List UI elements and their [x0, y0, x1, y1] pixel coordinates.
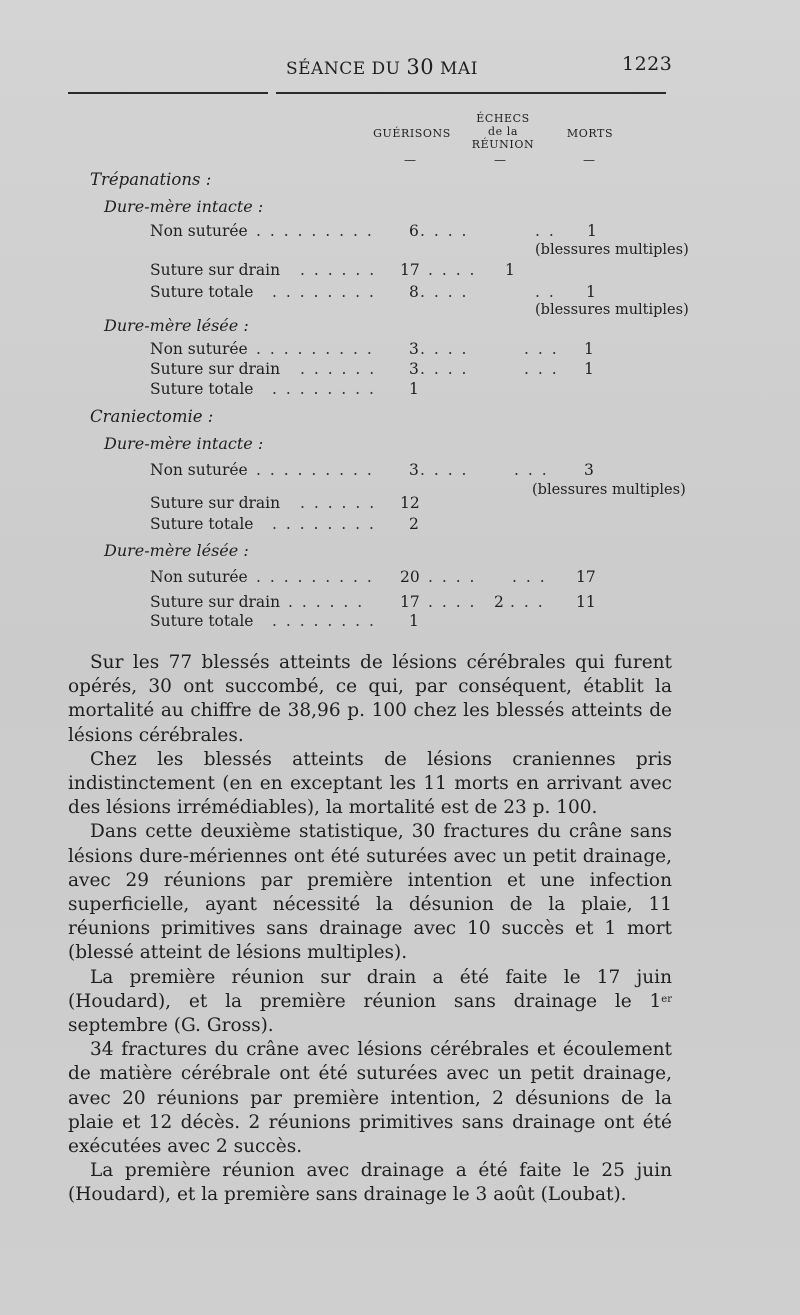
- leader-dots: . . .: [524, 360, 559, 378]
- leader-dots: . . . . . . . . .: [256, 568, 374, 586]
- leader-dots: . . .: [524, 340, 559, 358]
- cell-morts: 17: [576, 568, 596, 586]
- section-trepanations: Trépanations :: [90, 170, 212, 189]
- paragraph: 34 fractures du crâne avec lésions cérébrales et écoulement de matière cérébrale ont été suturées avec un petit drainage, avec 20 réunions par première intention, 2 désunions de la plaie et 12 décès. 2 réunions primitives sans drainage ont été exécutées avec 2 succès.: [68, 1039, 672, 1158]
- row-label: Suture sur drain: [150, 593, 281, 611]
- header-rule-right: [276, 92, 666, 94]
- cell-echecs: 1: [505, 261, 515, 279]
- leader-dots: . . . .: [428, 261, 477, 279]
- row-label: Non suturée: [150, 340, 248, 358]
- cell-guerisons: 3: [409, 461, 419, 479]
- header-rule-left: [68, 92, 268, 94]
- running-title: SÉANCE DU 30 MAI: [286, 55, 478, 79]
- subsection-dm-intacte: Dure-mère intacte :: [104, 434, 264, 453]
- leader-dots: . . . . . . . .: [272, 515, 376, 533]
- row-label: Non suturée: [150, 222, 248, 240]
- paragraph: Dans cette deuxième statistique, 30 fractures du crâne sans lésions dure-mériennes ont été suturées avec un petit drainage, avec 29 réunions par première intention et une infection superficielle, ayant nécessité la désunion de la plaie, 11 réunions primitives sans drainage avec 10 succès et 1 mort (blessé atteint de lésions multiples).: [68, 821, 672, 964]
- page-number: 1223: [622, 53, 673, 75]
- paragraph: Sur les 77 blessés atteints de lésions cérébrales qui furent opérés, 30 ont succombé, ce qui, par conséquent, établit la mortalité au chiffre de 38,96 p. 100 chez les blessés atteints de lésions cérébrales.: [68, 652, 672, 746]
- cell-morts: 1: [586, 283, 596, 301]
- row-label: Non suturée: [150, 568, 248, 586]
- body-text: [68, 651, 672, 1208]
- cell-guerisons: 1: [409, 380, 419, 398]
- cell-guerisons: 6: [409, 222, 419, 240]
- cell-morts: 1: [584, 360, 594, 378]
- leader-dots: . . . . . . . . .: [256, 222, 374, 240]
- row-label: Suture totale: [150, 380, 254, 398]
- paragraph: La première réunion avec drainage a été faite le 25 juin (Houdard), et la première sans drainage le 3 août (Loubat).: [68, 1160, 672, 1206]
- col-echecs: ÉCHECS de la RÉUNION: [471, 112, 535, 151]
- row-label: Suture sur drain: [150, 494, 281, 512]
- col-dash: —: [404, 153, 416, 167]
- cell-morts: 11: [576, 593, 596, 611]
- leader-dots: . . .: [514, 461, 549, 479]
- leader-dots: . . . . . . . . .: [256, 461, 374, 479]
- note-blessures: (blessures multiples): [535, 242, 689, 258]
- leader-dots: . . . . . . . .: [272, 380, 376, 398]
- leader-dots: . . . .: [420, 340, 469, 358]
- leader-dots: . . . . . . . .: [272, 612, 376, 630]
- cell-guerisons: 12: [400, 494, 420, 512]
- subsection-dm-lesee: Dure-mère lésée :: [104, 541, 249, 560]
- col-dash: —: [494, 153, 506, 167]
- leader-dots: . . . . . .: [288, 593, 365, 611]
- leader-dots: . . . .: [428, 593, 477, 611]
- row-label: Suture sur drain: [150, 261, 281, 279]
- cell-guerisons: 3: [409, 340, 419, 358]
- paragraph: La première réunion sur drain a été faite le 17 juin (Houdard), et la première réunion sans drainage le 1er septembre (G. Gross).: [68, 966, 672, 1037]
- row-label: Suture totale: [150, 612, 254, 630]
- leader-dots: . . . . . .: [300, 261, 377, 279]
- cell-guerisons: 2: [409, 515, 419, 533]
- cell-guerisons: 20: [400, 568, 420, 586]
- note-blessures: (blessures multiples): [532, 482, 686, 498]
- col-morts: MORTS: [566, 127, 614, 140]
- leader-dots: . . . .: [428, 568, 477, 586]
- cell-guerisons: 3: [409, 360, 419, 378]
- subsection-dm-intacte: Dure-mère intacte :: [104, 197, 264, 216]
- cell-guerisons: 1: [409, 612, 419, 630]
- leader-dots: . . . .: [420, 360, 469, 378]
- leader-dots: . . . .: [420, 461, 469, 479]
- row-label: Suture sur drain: [150, 360, 281, 378]
- cell-morts: 1: [587, 222, 597, 240]
- leader-dots: . . . . . .: [300, 360, 377, 378]
- leader-dots: . . . .: [420, 283, 469, 301]
- row-label: Non suturée: [150, 461, 248, 479]
- leader-dots: . . . .: [420, 222, 469, 240]
- cell-morts: 1: [584, 340, 594, 358]
- leader-dots: . .: [535, 283, 556, 301]
- cell-guerisons: 17: [400, 261, 420, 279]
- leader-dots: . . .: [510, 593, 545, 611]
- paragraph: Chez les blessés atteints de lésions craniennes pris indistinctement (en en exceptant les 11 morts en arrivant avec des lésions irrémédiables), la mortalité est de 23 p. 100.: [68, 748, 672, 819]
- row-label: Suture totale: [150, 283, 254, 301]
- cell-guerisons: 8: [409, 283, 419, 301]
- subsection-dm-lesee: Dure-mère lésée :: [104, 316, 249, 335]
- cell-echecs: 2: [494, 593, 504, 611]
- col-guerisons: GUÉRISONS: [373, 127, 451, 140]
- cell-morts: 3: [584, 461, 594, 479]
- leader-dots: . . . . . . . . .: [256, 340, 374, 358]
- leader-dots: . . .: [512, 568, 547, 586]
- col-dash: —: [583, 153, 595, 167]
- note-blessures: (blessures multiples): [535, 302, 689, 318]
- section-craniectomie: Craniectomie :: [90, 407, 214, 426]
- row-label: Suture totale: [150, 515, 254, 533]
- leader-dots: . .: [535, 222, 556, 240]
- cell-guerisons: 17: [400, 593, 420, 611]
- leader-dots: . . . . . .: [300, 494, 377, 512]
- leader-dots: . . . . . . . .: [272, 283, 376, 301]
